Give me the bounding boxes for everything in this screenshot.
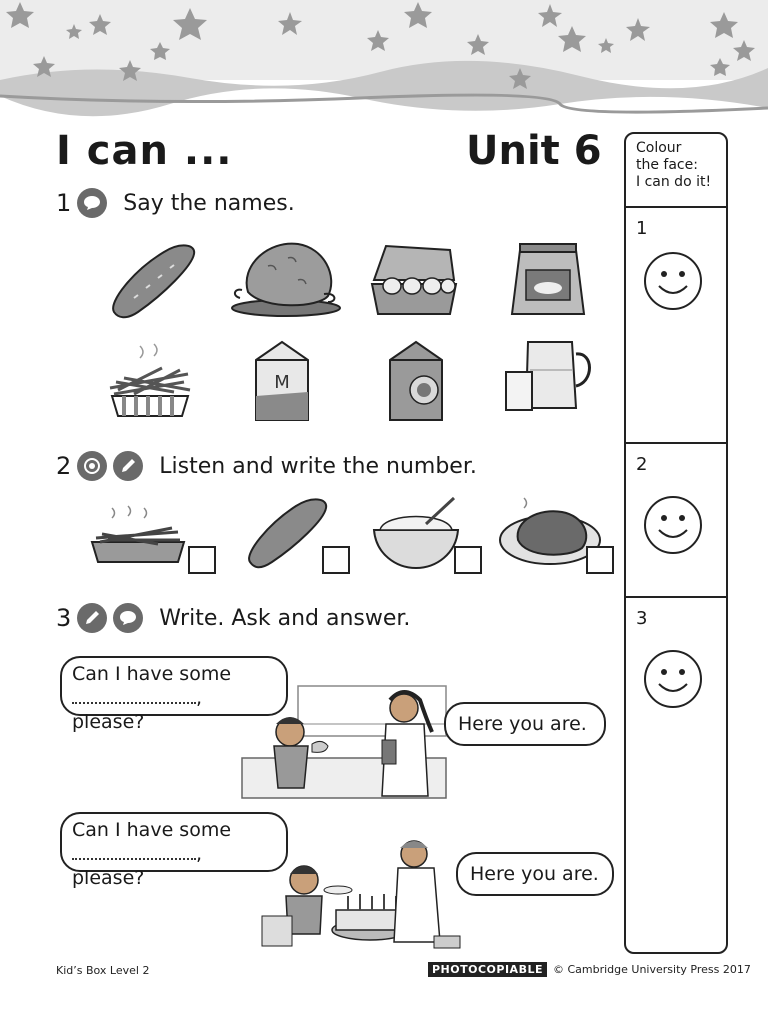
panel-row-number: 1 (636, 218, 648, 239)
rice-bowl-image (370, 494, 462, 572)
answer-box[interactable] (188, 546, 216, 574)
section-instruction: Write. Ask and answer. (159, 605, 411, 631)
rice-bag-image (506, 240, 590, 318)
birthday-scene-image (258, 838, 468, 952)
answer-bubble: Here you are. (444, 702, 606, 746)
roast-chicken-image (228, 236, 344, 320)
answer-blank[interactable] (72, 688, 196, 704)
answer-box[interactable] (322, 546, 350, 574)
smiley-face-icon[interactable] (642, 494, 704, 556)
section-number: 3 (56, 604, 72, 632)
smiley-face-icon[interactable] (642, 648, 704, 710)
section-1-heading (56, 187, 295, 219)
question-suffix: , please? (72, 687, 203, 733)
juice-carton-image (380, 336, 452, 424)
section-2-heading (56, 450, 477, 482)
section-number: 2 (56, 452, 72, 480)
answer-box[interactable] (454, 546, 482, 574)
footer-copyright (428, 962, 751, 977)
audio-icon (77, 451, 107, 481)
panel-divider (626, 596, 726, 598)
speech-icon (77, 188, 107, 218)
answer-bubble: Here you are. (456, 852, 614, 896)
egg-box-image (368, 240, 460, 320)
pencil-icon (77, 603, 107, 633)
question-suffix: , please? (72, 843, 203, 889)
smiley-face-icon[interactable] (642, 250, 704, 312)
section-3-heading (56, 602, 410, 634)
kitchen-scene-image (238, 684, 448, 800)
pencil-icon (113, 451, 143, 481)
bread-image (240, 496, 330, 572)
answer-blank[interactable] (72, 844, 196, 860)
panel-row-number: 3 (636, 608, 648, 629)
panel-row-number: 2 (636, 454, 648, 475)
question-text: Can I have some (72, 819, 232, 841)
svg-text:M: M (274, 372, 290, 393)
unit-title: Unit 6 (466, 128, 602, 174)
section-instruction: Listen and write the number. (159, 453, 477, 479)
fries-image (104, 338, 196, 422)
panel-divider (626, 206, 726, 208)
footer-book-title: Kid’s Box Level 2 (56, 964, 150, 977)
water-jug-image (500, 334, 598, 414)
fries-tray-image (88, 502, 188, 568)
answer-box[interactable] (586, 546, 614, 574)
self-assessment-panel (624, 132, 728, 954)
panel-divider (626, 442, 726, 444)
section-number: 1 (56, 189, 72, 217)
milk-carton-image (246, 336, 318, 424)
question-bubble (60, 812, 288, 889)
photocopiable-badge: PHOTOCOPIABLE (428, 962, 547, 977)
star-banner (0, 0, 768, 120)
copyright-text: © Cambridge University Press 2017 (552, 963, 751, 976)
page-title: I can ... (56, 128, 233, 174)
question-text: Can I have some (72, 663, 232, 685)
section-instruction: Say the names. (123, 190, 295, 216)
speech-icon (113, 603, 143, 633)
panel-instruction: Colour the face: I can do it! (636, 140, 712, 190)
bread-image (104, 240, 200, 324)
